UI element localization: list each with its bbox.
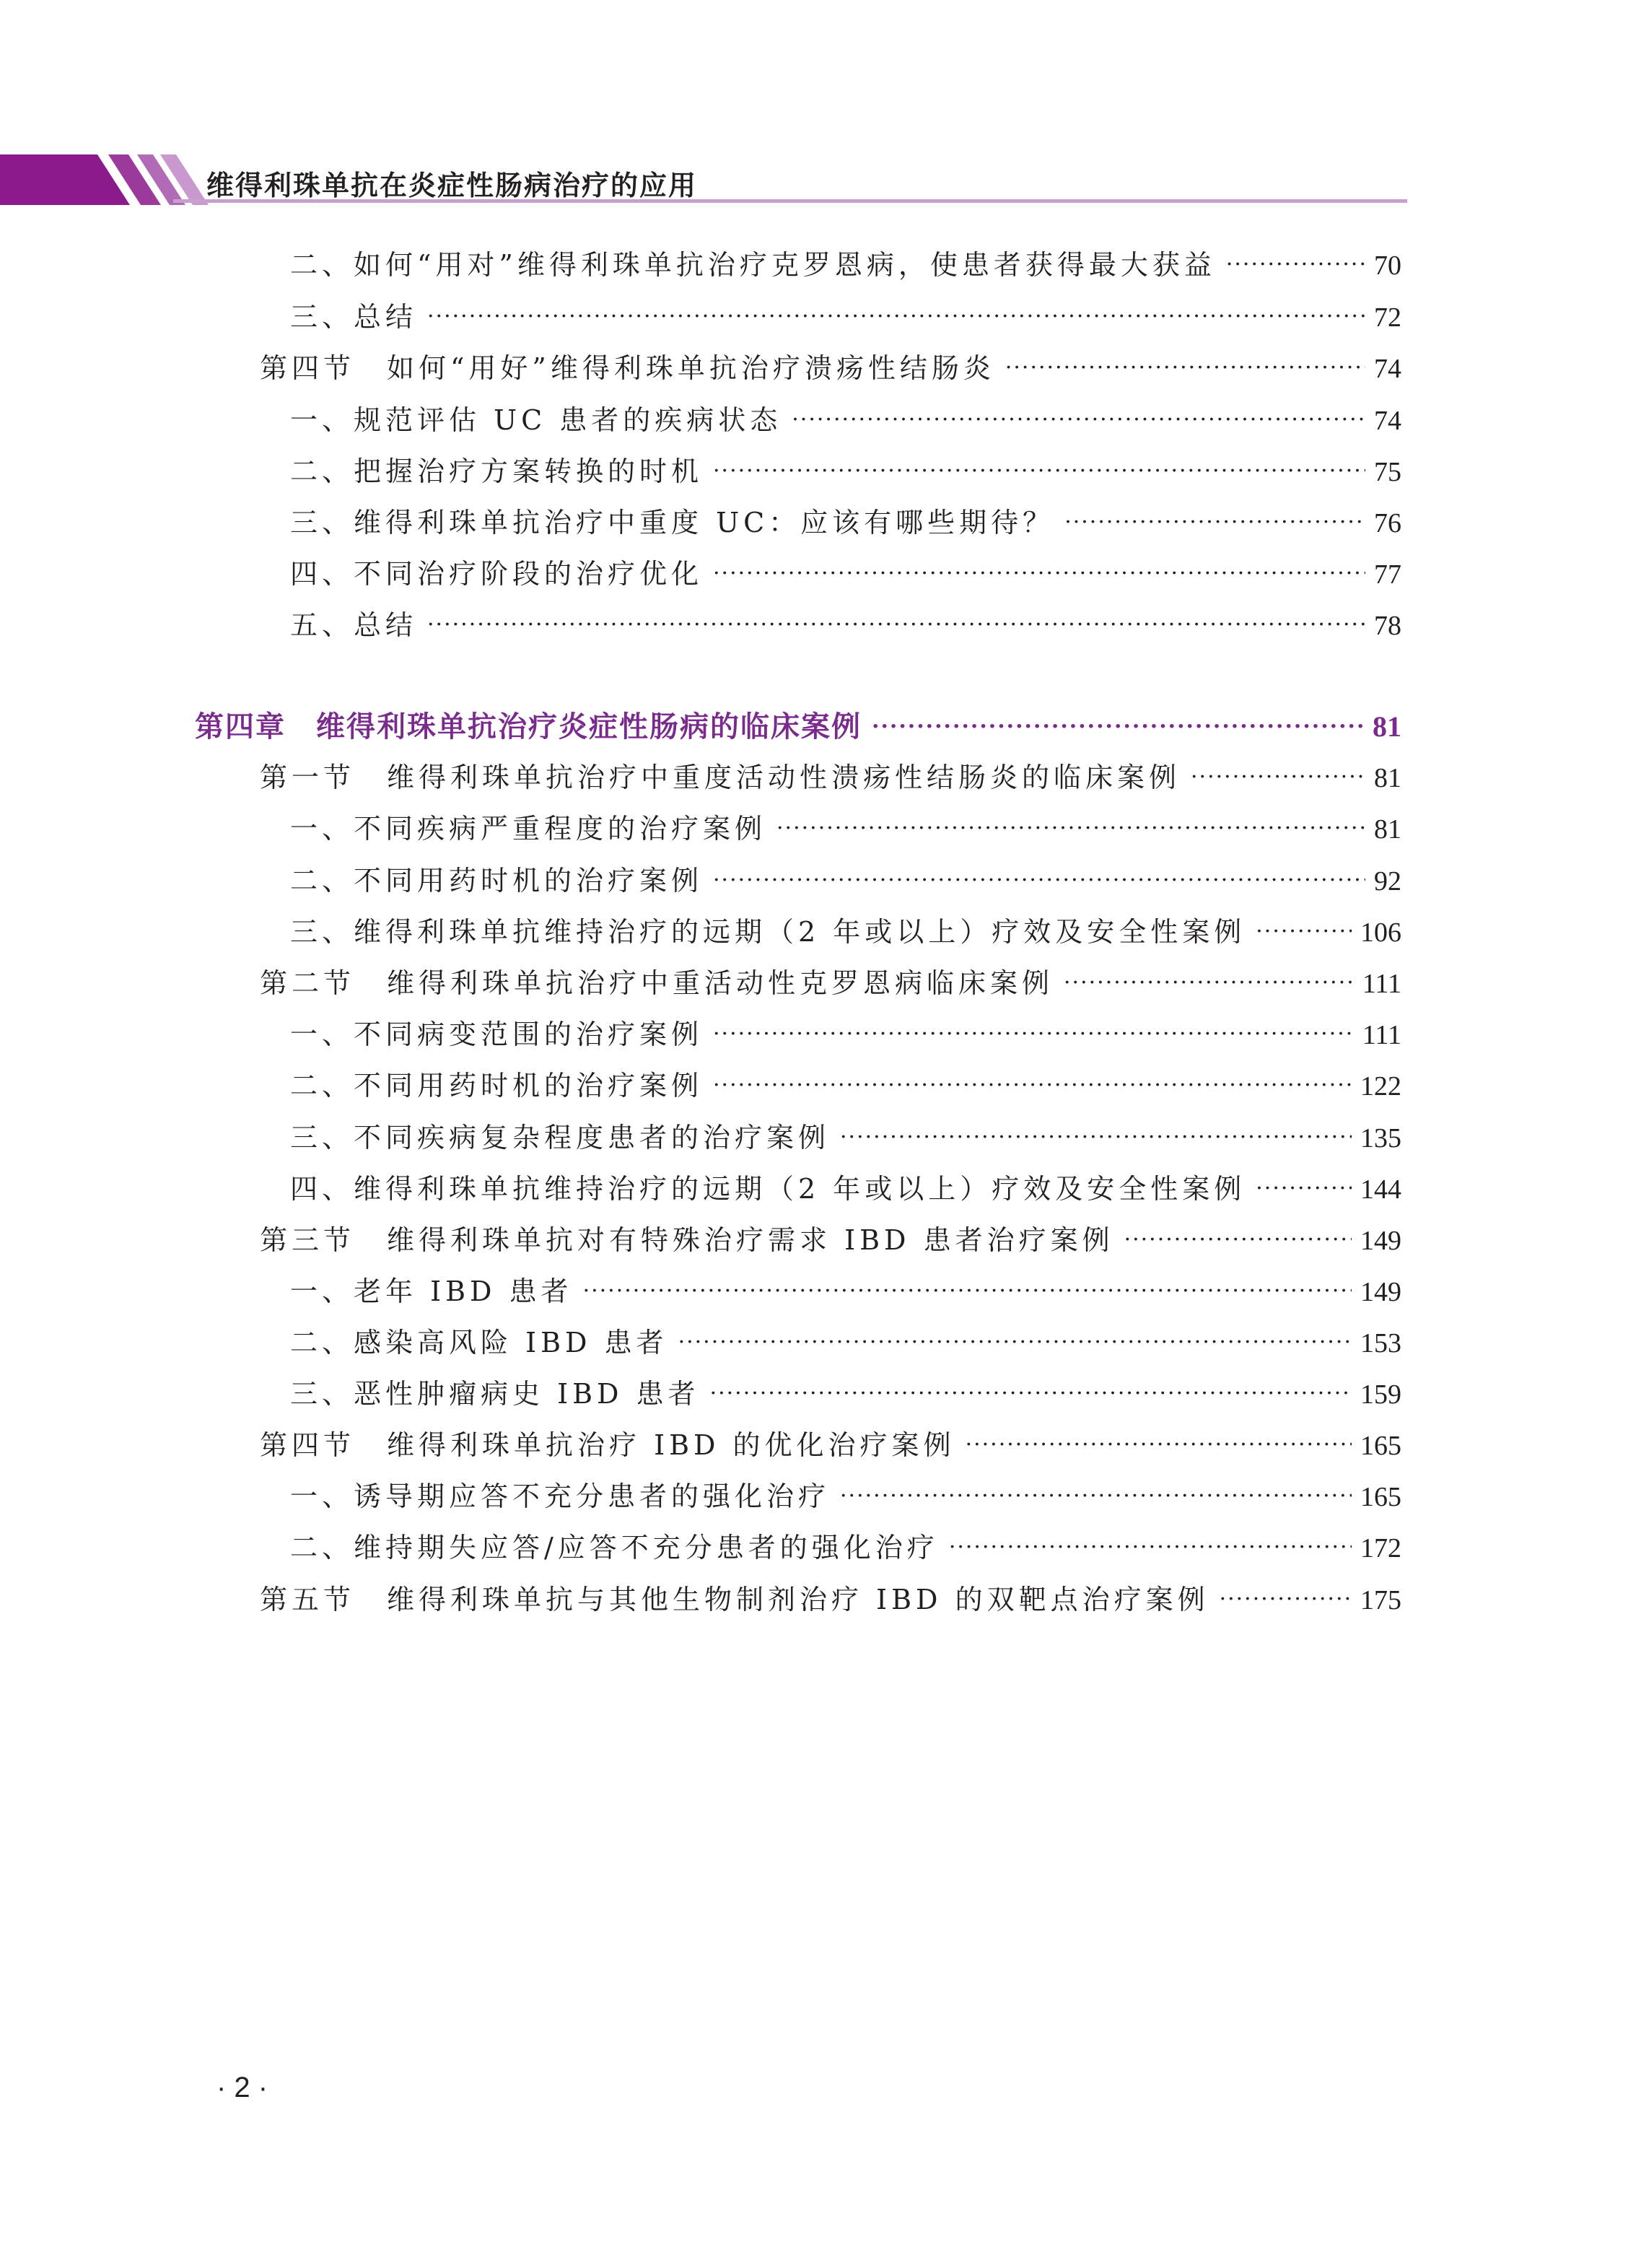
toc-entry-section: [260, 961, 1401, 1004]
toc-entry-page: 92: [1374, 866, 1401, 897]
toc-dot-leader: [1191, 764, 1365, 790]
toc-entry-label: 第一节 维得利珠单抗治疗中重度活动性溃疡性结肠炎的临床案例: [260, 762, 1181, 793]
toc-entry-page: 70: [1374, 250, 1401, 281]
toc-entry-label: 一、不同疾病严重程度的治疗案例: [290, 813, 767, 845]
toc-entry-sub: [290, 500, 1401, 544]
toc-entry-sub: [290, 1166, 1401, 1210]
toc-entry-label: 三、维得利珠单抗治疗中重度 UC：应该有哪些期待？: [290, 507, 1055, 538]
toc-dot-leader: [713, 458, 1365, 484]
toc-entry-sub: [290, 1320, 1401, 1364]
toc-entry-page: 78: [1374, 611, 1401, 641]
toc-entry-label: 第四节 维得利珠单抗治疗 IBD 的优化治疗案例: [260, 1429, 955, 1461]
toc-entry-page: 122: [1360, 1071, 1401, 1102]
toc-entry-label: 三、总结: [290, 301, 418, 333]
toc-entry-label: 第四节 如何“用好”维得利珠单抗治疗溃疡性结肠炎: [260, 352, 995, 384]
toc-entry-page: 149: [1360, 1226, 1401, 1256]
toc-entry-label: 二、感染高风险 IBD 患者: [290, 1327, 668, 1358]
toc-entry-page: 149: [1360, 1277, 1401, 1307]
toc-entry-label: 三、恶性肿瘤病史 IBD 患者: [290, 1378, 700, 1410]
toc-entry-sub: [290, 1269, 1401, 1312]
toc-entry-label: 二、把握治疗方案转换的时机: [290, 455, 704, 487]
toc-entry-page: 81: [1374, 814, 1401, 845]
toc-entry-page: 111: [1362, 1020, 1401, 1050]
toc-entry-label: 五、总结: [290, 609, 418, 641]
toc-dot-leader: [1005, 355, 1365, 380]
toc-entry-page: 81: [1374, 763, 1401, 793]
toc-entry-page: 72: [1374, 302, 1401, 333]
toc-entry-sub: [290, 603, 1401, 646]
toc-entry-sub: [290, 449, 1401, 492]
toc-entry-sub: [290, 806, 1401, 850]
toc-entry-sub: [290, 1474, 1401, 1517]
toc-dot-leader: [427, 612, 1365, 637]
toc-entry-sub: [290, 1525, 1401, 1569]
toc-dot-leader: [1220, 1587, 1352, 1612]
toc-entry-section: [260, 346, 1401, 389]
toc-entry-label: 四、维得利珠单抗维持治疗的远期（2 年或以上）疗效及安全性案例: [290, 1173, 1246, 1205]
toc-dot-leader: [966, 1432, 1352, 1457]
toc-entry-sub: [290, 1115, 1401, 1159]
toc-entry-section: [260, 1218, 1401, 1261]
toc-entry-label: 二、不同用药时机的治疗案例: [290, 865, 704, 897]
toc-dot-leader: [427, 304, 1365, 329]
toc-entry-sub: [290, 1012, 1401, 1055]
toc-dot-leader: [840, 1125, 1352, 1150]
toc-dot-leader: [792, 407, 1365, 432]
toc-entry-label: 第二节 维得利珠单抗治疗中重活动性克罗恩病临床案例: [260, 967, 1054, 999]
toc-entry-page: 165: [1360, 1482, 1401, 1512]
toc-entry-section: [260, 755, 1401, 798]
toc-dot-leader: [710, 1381, 1352, 1406]
toc-entry-label: 三、维得利珠单抗维持治疗的远期（2 年或以上）疗效及安全性案例: [290, 916, 1246, 948]
toc-entry-page: 81: [1373, 710, 1401, 743]
toc-entry-label: 第四章 维得利珠单抗治疗炎症性肠病的临床案例: [195, 710, 862, 743]
toc-dot-leader: [1124, 1227, 1352, 1252]
toc-entry-page: 75: [1374, 457, 1401, 487]
header-title: 维得利珠单抗在炎症性肠病治疗的应用: [206, 170, 698, 201]
toc-entry-section: [260, 1423, 1401, 1466]
toc-entry-sub: [290, 295, 1401, 338]
toc-entry-label: 第五节 维得利珠单抗与其他生物制剂治疗 IBD 的双靶点治疗案例: [260, 1584, 1209, 1615]
toc-dot-leader: [1064, 970, 1354, 995]
toc-entry-label: 第三节 维得利珠单抗对有特殊治疗需求 IBD 患者治疗案例: [260, 1224, 1114, 1256]
toc-entry-page: 76: [1374, 508, 1401, 538]
toc-entry-sub: [290, 398, 1401, 441]
toc-entry-page: 172: [1360, 1533, 1401, 1563]
toc-dot-leader: [713, 561, 1365, 586]
toc-dot-leader: [872, 714, 1364, 739]
toc-dot-leader: [776, 816, 1365, 841]
toc-entry-sub: [290, 551, 1401, 595]
toc-dot-leader: [1256, 1176, 1352, 1201]
toc-entry-page: 175: [1360, 1585, 1401, 1615]
toc-entry-page: 77: [1374, 559, 1401, 590]
toc-dot-leader: [1064, 510, 1365, 535]
toc-entry-label: 一、规范评估 UC 患者的疾病状态: [290, 404, 782, 436]
toc-entry-chapter: [195, 704, 1401, 747]
toc-entry-section: [260, 1577, 1401, 1621]
toc-entry-page: 74: [1374, 354, 1401, 384]
toc-entry-label: 一、老年 IBD 患者: [290, 1275, 573, 1307]
toc-dot-leader: [583, 1278, 1352, 1304]
toc-entry-page: 74: [1374, 406, 1401, 436]
toc-dot-leader: [713, 1021, 1354, 1047]
toc-entry-label: 四、不同治疗阶段的治疗优化: [290, 558, 704, 590]
toc-dot-leader: [713, 868, 1365, 893]
toc-entry-page: 144: [1360, 1174, 1401, 1205]
toc-entry-page: 135: [1360, 1123, 1401, 1153]
toc-entry-sub: [290, 243, 1401, 286]
toc-dot-leader: [713, 1073, 1352, 1098]
toc-dot-leader: [949, 1535, 1352, 1560]
toc-entry-label: 二、不同用药时机的治疗案例: [290, 1070, 704, 1102]
toc-entry-label: 一、不同病变范围的治疗案例: [290, 1019, 704, 1050]
toc-dot-leader: [678, 1330, 1352, 1355]
toc-entry-sub: [290, 1063, 1401, 1107]
toc-entry-label: 二、如何“用对”维得利珠单抗治疗克罗恩病，使患者获得最大获益: [290, 249, 1216, 281]
toc-entry-page: 106: [1360, 917, 1401, 948]
toc-dot-leader: [1256, 919, 1352, 944]
toc-entry-sub: [290, 858, 1401, 902]
toc-entry-page: 165: [1360, 1431, 1401, 1461]
toc-entry-label: 二、维持期失应答/应答不充分患者的强化治疗: [290, 1532, 939, 1563]
toc-entry-label: 三、不同疾病复杂程度患者的治疗案例: [290, 1122, 831, 1153]
toc-entry-page: 111: [1362, 969, 1401, 999]
toc-entry-sub: [290, 1371, 1401, 1415]
toc-entry-label: 一、诱导期应答不充分患者的强化治疗: [290, 1480, 831, 1512]
toc-entry-page: 153: [1360, 1328, 1401, 1358]
toc-dot-leader: [1226, 252, 1365, 277]
toc-dot-leader: [840, 1483, 1352, 1509]
toc-entry-page: 159: [1360, 1379, 1401, 1410]
page-number: · 2 ·: [216, 2072, 268, 2103]
toc-entry-sub: [290, 910, 1401, 953]
